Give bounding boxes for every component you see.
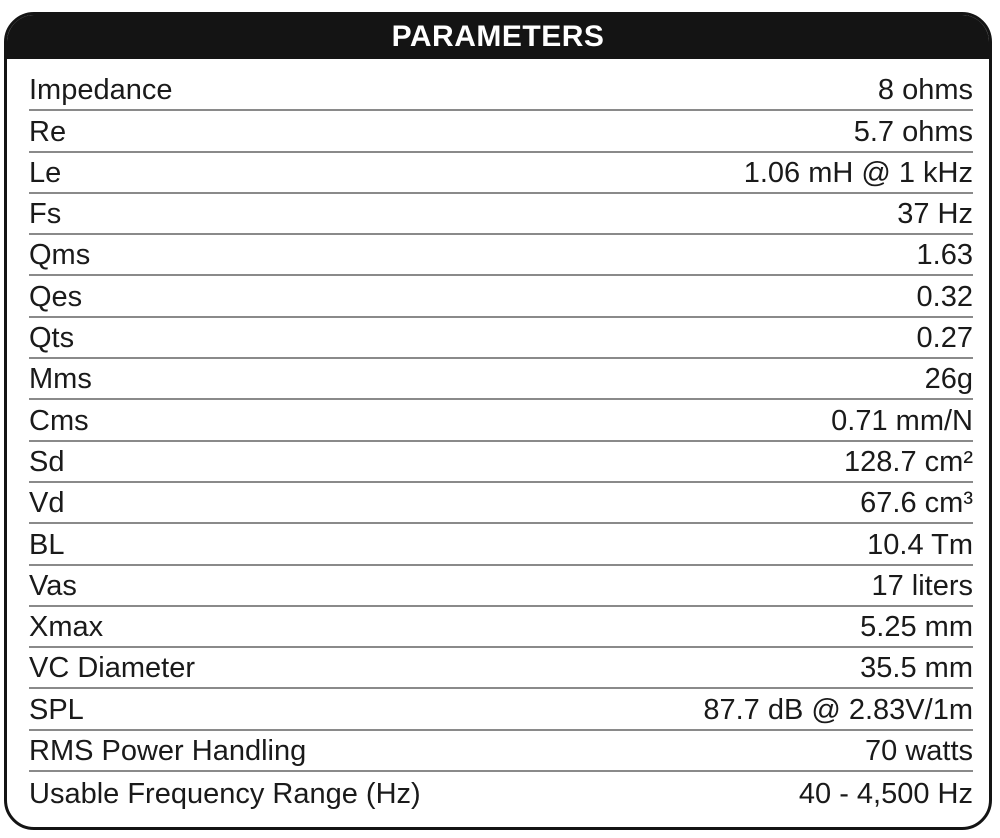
row-label: Qes (29, 280, 83, 313)
table-row (29, 276, 973, 317)
row-label: Impedance (29, 74, 173, 107)
table-row (29, 442, 973, 483)
row-value: 0.71 mm/N (831, 404, 973, 437)
row-value: 40 - 4,500 Hz (798, 778, 973, 811)
row-value: 26g (924, 363, 973, 396)
row-label: Mms (29, 363, 92, 396)
row-label: Le (29, 156, 62, 189)
row-label: RMS Power Handling (29, 735, 307, 768)
row-value: 1.63 (916, 239, 973, 272)
row-label: Vd (29, 487, 65, 520)
table-row (29, 524, 973, 565)
table-row (29, 318, 973, 359)
table-row (29, 772, 973, 813)
row-value: 0.32 (916, 280, 973, 313)
row-label: Qms (29, 239, 91, 272)
table-row (29, 153, 973, 194)
table-row (29, 111, 973, 152)
row-value: 87.7 dB @ 2.83V/1m (703, 693, 973, 726)
row-value: 128.7 cm² (844, 445, 973, 478)
table-row (29, 566, 973, 607)
row-value: 10.4 Tm (867, 528, 973, 561)
row-value: 37 Hz (897, 198, 973, 231)
parameters-title: PARAMETERS (7, 15, 989, 59)
row-value: 8 ohms (877, 74, 973, 107)
parameters-table (29, 70, 973, 813)
row-label: Re (29, 115, 67, 148)
row-label: BL (29, 528, 65, 561)
row-label: Fs (29, 198, 62, 231)
table-row (29, 648, 973, 689)
table-row (29, 731, 973, 772)
row-label: Cms (29, 404, 89, 437)
row-value: 1.06 mH @ 1 kHz (743, 156, 973, 189)
row-label: VC Diameter (29, 652, 195, 685)
table-row (29, 689, 973, 730)
row-value: 5.25 mm (860, 611, 973, 644)
table-row (29, 359, 973, 400)
row-label: Xmax (29, 611, 104, 644)
table-row (29, 194, 973, 235)
table-row (29, 607, 973, 648)
table-row (29, 400, 973, 441)
row-value: 35.5 mm (860, 652, 973, 685)
row-label: Sd (29, 445, 65, 478)
parameters-panel (4, 12, 992, 830)
row-value: 17 liters (871, 569, 973, 602)
row-label: Qts (29, 322, 75, 355)
row-value: 67.6 cm³ (860, 487, 973, 520)
row-value: 70 watts (865, 735, 973, 768)
row-label: Usable Frequency Range (Hz) (29, 778, 421, 811)
row-label: Vas (29, 569, 77, 602)
table-row (29, 483, 973, 524)
table-row (29, 235, 973, 276)
row-value: 5.7 ohms (853, 115, 973, 148)
row-value: 0.27 (916, 322, 973, 355)
row-label: SPL (29, 693, 84, 726)
table-row (29, 70, 973, 111)
